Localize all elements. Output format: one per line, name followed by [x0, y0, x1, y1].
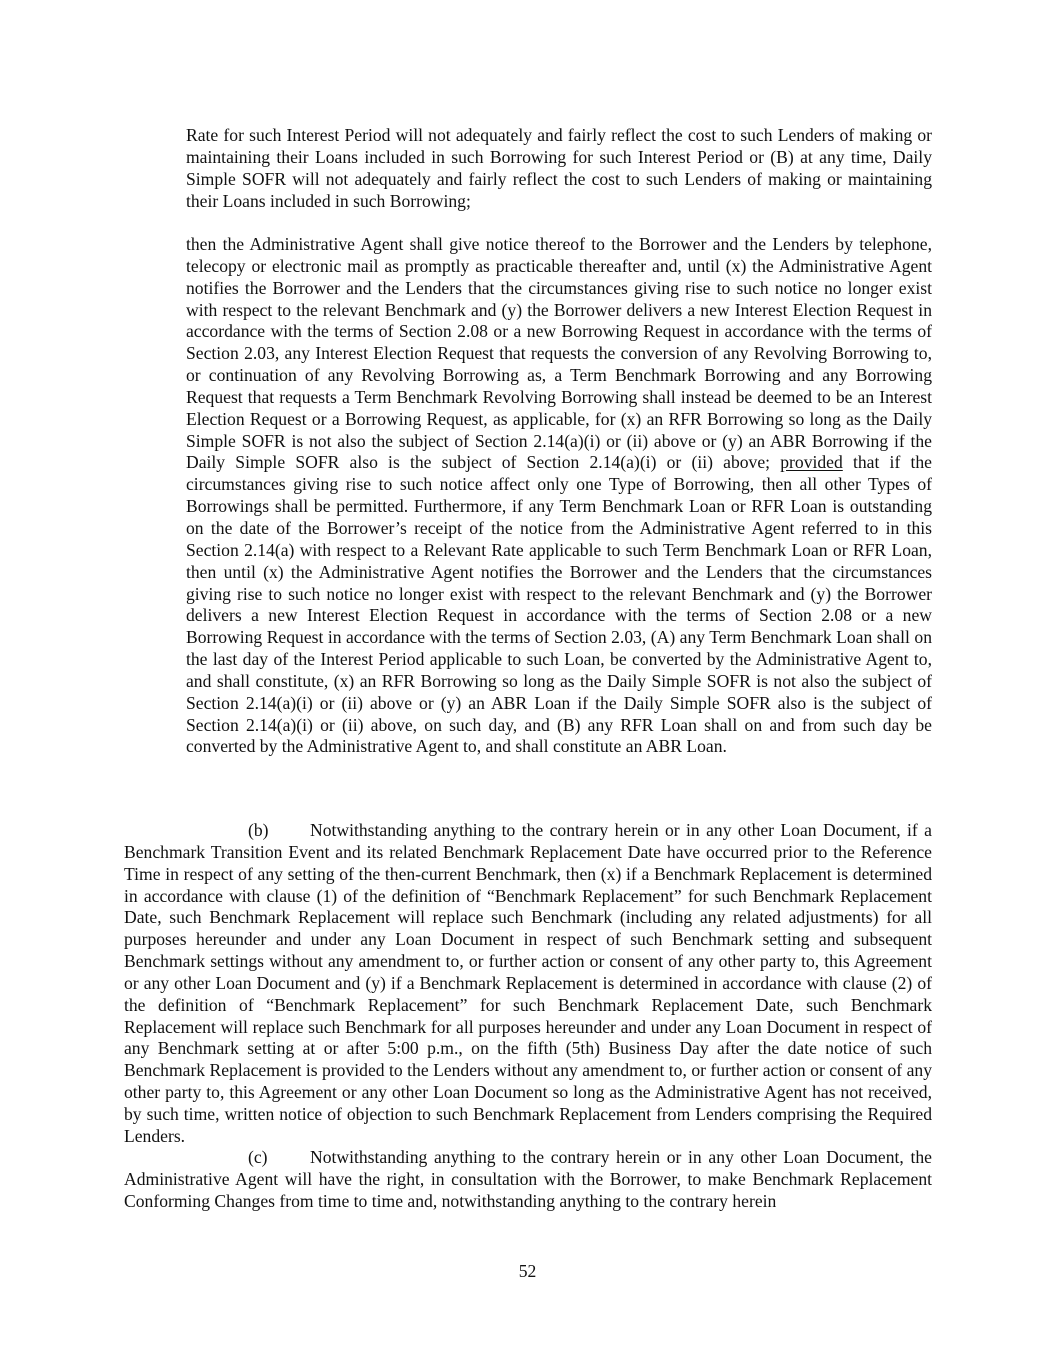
page-number: 52: [518, 1261, 537, 1281]
then-clause-text-before: then the Administrative Agent shall give notice thereof to the Borrower and the Lenders by telephone, telecopy or electronic mail as promptly as practicable thereafter and, until (x) the Administrative Agent notifies the Borrower and the Lenders that the circumstances giving rise to such notice no longer exist with respect to the relevant Benchmark and (y) the Borrower delivers a new Interest Election Request in accordance with the terms of Section 2.08 or a new Borrowing Request in accordance with the terms of Section 2.03, any Interest Election Request that requests the conversion of any Revolving Borrowing to, or continuation of any Revolving Borrowing as, a Term Benchmark Borrowing and any Borrowing Request that requests a Term Benchmark Revolving Borrowing shall instead be deemed to be an Interest Election Request or a Borrowing Request, as applicable, for (x) an RFR Borrowing so long as the Daily Simple SOFR is not also the subject of Section 2.14(a)(i) or (ii) above or (y) an ABR Borrowing if the Daily Simple SOFR also is the subject of Section 2.14(a)(i) or (ii) above;: [186, 234, 932, 473]
paragraph-then-clause: [186, 234, 932, 758]
paragraph-clause-b: [124, 820, 932, 1148]
underlined-term-provided: provided: [780, 452, 843, 473]
clause-label-c: (c): [248, 1147, 268, 1167]
clause-label-b: (b): [248, 820, 269, 840]
clause-c-text: Notwithstanding anything to the contrary herein or in any other Loan Document, the Administrative Agent will have the right, in consultation with the Borrower, to make Benchmark Replacement Conforming Changes from time to time and, notwithstanding anything to the contrary herein: [124, 1147, 932, 1211]
clause-b-text: Notwithstanding anything to the contrary herein or in any other Loan Document, if a Benchmark Transition Event and its related Benchmark Replacement Date have occurred prior to the Reference Time in respect of any setting of the then-current Benchmark, then (x) if a Benchmark Replacement is determined in accordance with clause (1) of the definition of “Benchmark Replacement” for such Benchmark Replacement Date, such Benchmark Replacement will replace such Benchmark (including any related adjustments) for all purposes hereunder and under any Loan Document in respect of such Benchmark setting and subsequent Benchmark settings without any amendment to, or further action or consent of any other party to, this Agreement or any other Loan Document and (y) if a Benchmark Replacement is determined in accordance with clause (2) of the definition of “Benchmark Replacement” for such Benchmark Replacement Date, such Benchmark Replacement will replace such Benchmark for all purposes hereunder and under any Loan Document in respect of any Benchmark setting at or after 5:00 p.m., on the fifth (5th) Business Day after the date notice of such Benchmark Replacement is provided to the Lenders without any amendment to, or further action or consent of any other party to, this Agreement or any other Loan Document so long as the Administrative Agent has not received, by such time, written notice of objection to such Benchmark Replacement from Lenders comprising the Required Lenders.: [124, 820, 932, 1146]
paragraph-clause-c: [124, 1147, 932, 1213]
then-clause-text-after: that if the circumstances giving rise to such notice affect only one Type of Borrowing, then all other Types of Borrowings shall be permitted. Furthermore, if any Term Benchmark Loan or RFR Loan is outstanding on the date of the Borrower’s receipt of the notice from the Administrative Agent referred to in this Section 2.14(a) with respect to a Relevant Rate applicable to such Term Benchmark Loan or RFR Loan, then until (x) the Administrative Agent notifies the Borrower and the Lenders that the circumstances giving rise to such notice no longer exist with respect to the relevant Benchmark and (y) the Borrower delivers a new Interest Election Request in accordance with the terms of Section 2.08 or a new Borrowing Request in accordance with the terms of Section 2.03, (A) any Term Benchmark Loan shall on the last day of the Interest Period applicable to such Loan, be converted by the Administrative Agent to, and shall constitute, (x) an RFR Borrowing so long as the Daily Simple SOFR is not also the subject of Section 2.14(a)(i) or (ii) above or (y) an ABR Loan if the Daily Simple SOFR also is the subject of Section 2.14(a)(i) or (ii) above, on such day, and (B) any RFR Loan shall on and from such day be converted by the Administrative Agent to, and shall constitute an ABR Loan.: [186, 452, 932, 757]
paragraph-continuation-a: Rate for such Interest Period will not adequately and fairly reflect the cost to such Lenders of making or maintaining their Loans included in such Borrowing for such Interest Period or (B) at any time, Daily Simple SOFR will not adequately and fairly reflect the cost to such Lenders of making or maintaining their Loans included in such Borrowing;: [186, 125, 932, 211]
